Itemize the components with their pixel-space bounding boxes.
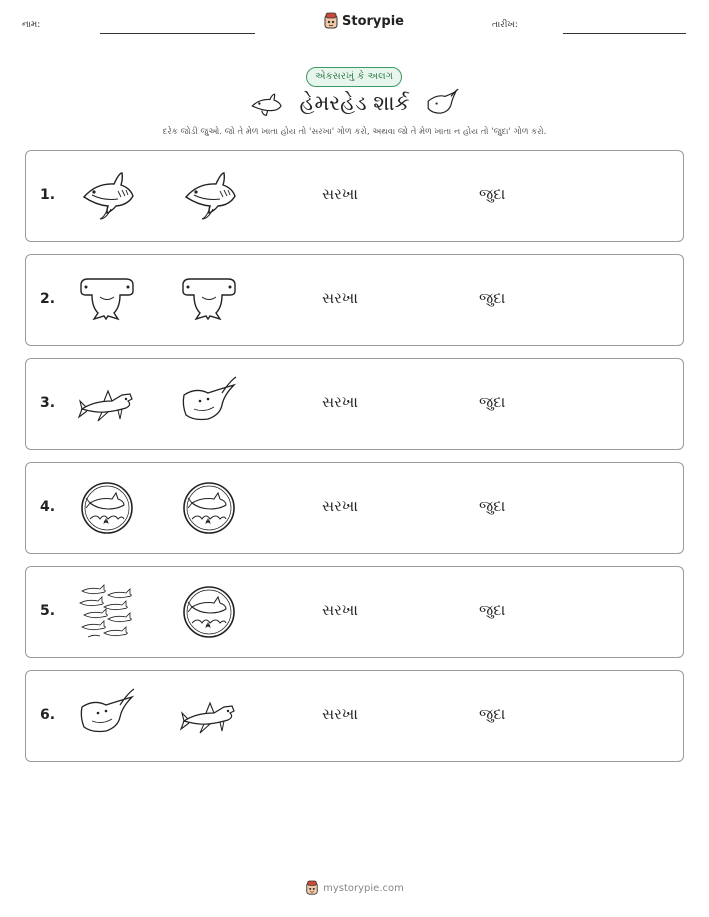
storypie-mascot-icon: [305, 880, 319, 896]
question-row-2: [25, 254, 684, 346]
question-number: 2.: [40, 291, 56, 307]
name-input-line[interactable]: [100, 33, 255, 34]
same-option[interactable]: સરખા: [322, 497, 358, 515]
footer: [0, 880, 709, 896]
stingray-icon: [180, 375, 238, 433]
different-option[interactable]: જુદા: [479, 497, 506, 515]
hammerhead-head-icon: [180, 271, 238, 329]
same-option[interactable]: સરખા: [322, 601, 358, 619]
footer-url[interactable]: mystorypie.com: [323, 882, 404, 894]
different-option[interactable]: જુદા: [479, 705, 506, 723]
question-row-4: [25, 462, 684, 554]
title-row: [0, 88, 709, 122]
page-title: હેમરહેડ શાર્ક: [299, 91, 410, 115]
stingray-icon: [424, 88, 460, 118]
shark-icon: [180, 167, 238, 225]
brand-name: Storypie: [342, 13, 404, 29]
question-row-3: [25, 358, 684, 450]
question-number: 3.: [40, 395, 56, 411]
different-option[interactable]: જુદા: [479, 601, 506, 619]
date-input-line[interactable]: [563, 33, 686, 34]
same-option[interactable]: સરખા: [322, 289, 358, 307]
hammerhead-shark-icon: [180, 687, 238, 745]
question-number: 1.: [40, 187, 56, 203]
shark-badge-icon: [180, 479, 238, 537]
storypie-mascot-icon: [323, 12, 339, 30]
hammerhead-shark-icon: [78, 375, 136, 433]
question-number: 6.: [40, 707, 56, 723]
question-number: 5.: [40, 603, 56, 619]
different-option[interactable]: જુદા: [479, 289, 506, 307]
question-number: 4.: [40, 499, 56, 515]
different-option[interactable]: જુદા: [479, 393, 506, 411]
shark-school-icon: [78, 583, 136, 641]
shark-badge-icon: [180, 583, 238, 641]
brand-logo: [323, 12, 404, 30]
question-row-1: [25, 150, 684, 242]
same-option[interactable]: સરખા: [322, 185, 358, 203]
same-option[interactable]: સરખા: [322, 705, 358, 723]
hammerhead-head-icon: [78, 271, 136, 329]
question-row-5: [25, 566, 684, 658]
name-label: નામ:: [22, 20, 41, 30]
same-option[interactable]: સરખા: [322, 393, 358, 411]
instructions-text: દરેક જોડી જુઓ. જો તે મેળ ખાતા હોય તો 'સરખા' ગોળ કરો, અથવા જો તે મેળ ખાતા ન હોય તો 'જુદા' ગોળ કરો.: [162, 127, 547, 137]
question-row-6: [25, 670, 684, 762]
different-option[interactable]: જુદા: [479, 185, 506, 203]
stingray-icon: [78, 687, 136, 745]
shark-badge-icon: [78, 479, 136, 537]
date-label: તારીખ:: [492, 20, 518, 30]
worksheet-type-badge: એકસરખું કે અલગ: [306, 67, 402, 87]
shark-icon: [78, 167, 136, 225]
